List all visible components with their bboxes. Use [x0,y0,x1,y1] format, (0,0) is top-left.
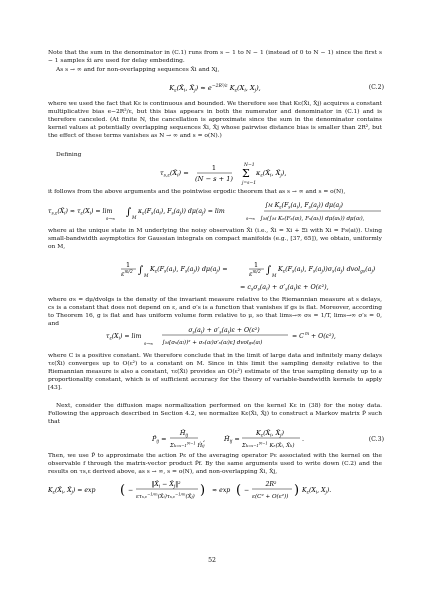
equation-tau-constant-formula [48,324,382,350]
paragraph-unique-state: where ai the unique state in M underlying the noisy observation X̂i (i.e., X̂i = Xi + Ξi with Xi = Fs(ai)). Using small-bandwidth asymptotics for Gaussian integrals on compact manifolds (e.g., [37, 65]), we obtain, uniformly on M, [48,228,382,250]
svg-text:−: − [244,487,250,494]
equation-tau-definition-formula [48,160,382,186]
svg-text:m: m [305,332,310,337]
svg-text:1: 1 [126,261,131,269]
svg-text:N−1: N−1 [244,163,255,168]
paragraph-markov-approx: Then, we use P̂ to approximate the action Pε of the averaging operator Pε associated with the kernel on the observable f through the matrix-vector product P̂f. By the same arguments used to write down (C.2) and the results on τs,ε derived above, as s → ∞, s = o(N), and non-overlapping X̂i, X̂j, [48,453,382,475]
svg-text:(N − s + 1): (N − s + 1) [195,175,233,183]
equation-c3-formula [48,427,382,451]
svg-text:1: 1 [254,261,259,269]
svg-text:(: ( [236,483,242,498]
svg-text:M: M [144,274,149,279]
svg-text:∫: ∫ [266,265,272,276]
svg-text:Kε(Fs(ai), Fs(aj)) dμ(aj) =: $K_\varepsilon(F_s(a_i)$, $F_s(a_j)$) $d\mu(a_j)$ = [150,265,228,275]
svg-text:Σ: Σ [242,167,250,180]
svg-text:Kε(X̂i, X̂j) = exp: $K_\varepsilon(X̂_i$, $X̂_j) = \exp$ [48,487,96,496]
paragraph-ergodic: it follows from the above arguments and the pointwise ergodic theorem that as s → ∞ and s = o(N), [48,189,346,195]
svg-text:τs,ε(X̂i) =: $\tau_{s,\varepsilon}(X̂_i)$ = [160,169,189,179]
svg-text:Σk=s−1N−1 Kε(X̂i, X̂k): $\Sigma k=s-1^{N-1}$ Kε(X̂i, X̂k) [242,440,295,449]
svg-text:∫: ∫ [138,265,144,276]
svg-text:‖X̂i − X̂j‖²: $‖X̂_i$ − $X̂_j‖^2$ [151,481,181,490]
equation-gaussian-asymptotics [48,260,382,296]
svg-text:1: 1 [211,164,217,172]
svg-text:Ĥij =: $Ĥ_{ij}$ = [224,435,240,445]
svg-text:∫M(∫M Kε(Fs(al), Fs(ak)) dμ(ak: ∫M(∫M Kε(Fs(al), Fs(ak)) dμ(ak)) dμ(al), [260,216,365,222]
equation-tau-constant [48,324,382,352]
svg-text:−: − [128,487,134,494]
equation-tau-limit-formula [48,198,382,226]
svg-text:σs(ai) + σ′s(ai)ε + O(ε²): $\sigma_s(a_i) + \sigma'_s(a_i)\varepsilon + O(\varepsilon^2)$ [188,327,260,336]
svg-text:s→∞: s→∞ [144,342,154,347]
svg-text:M: M [132,216,137,221]
equation-c2 [48,81,382,97]
paragraph-limit-intro: As s → ∞ and for non-overlapping sequences X̂i and Xj, [56,67,220,73]
paragraph-bias: where we used the fact that Kε is continuous and bounded. We therefore see that Kε(X̂i, X̂j) acquires a constant multiplicative bias e−2R²/ε, but this bias appears in both the numerator and denominator in (C.1) and is therefore canceled. (At finite N, the cancellation is approximate since the sum in the denominator contains kernel values at potentially overlapping sequences X̂i, X̂j whose pairwise distance bias is smaller than 2R², but the effect of these terms vanishes as N → ∞ and s = o(N).) [48,101,382,139]
svg-text:s→∞: s→∞ [106,217,116,222]
svg-text:ετs,ε−1/m(X̂i)τs,ε−1/m(X̂j): $\varepsilon\tau s,\varepsilon^{-1/m}(X̂i)\tau s,\varepsilon^{-1/m}(X̂j)$ [136,491,195,500]
equation-c3-label: (C.3) [368,436,384,443]
svg-text:,: , [203,435,206,443]
paragraph-defining: Defining [56,152,82,158]
paragraph-density: where σs = dμ/dvolgs is the density of the invariant measure relative to the Riemannian measure at s delays, cs is a constant that does not depend on ε, and σ′s is a function that vanishes if gs is flat. Moreover, according to Theorem 16, g is flat and has uniform volume form relative to μ, so that lims→∞ σs = 1/T, lims→∞ σ′s = 0, and [48,297,382,327]
equation-tau-definition [48,160,382,188]
svg-text:= csσs(ai) + σ′s(ai)ε + O(ε²),: = $c_s\sigma_s(a_i) + \sigma'_s(a_i)\varepsilon + O(\varepsilon^2)$, [240,283,329,293]
paragraph-diffusion-maps: Next, consider the diffusion maps normalization performed on the kernel Kε in (38) for the noisy data. Following the approach described in Section 4.2, we normalize Kε(X̂i, X̂j) to construct a Markov matrix P̂ such that [48,403,382,425]
page-number: 52 [208,557,216,564]
equation-c3 [48,427,382,453]
svg-text:+ O(ε²),: + O(ε²), [311,333,336,340]
svg-text:Kε(X̂i, X̂j): $K_\varepsilon(X̂_i$, $X̂_j$) [256,429,284,439]
svg-text:= C: = C [292,333,304,340]
equation-c2-label: (C.2) [368,84,384,91]
svg-text:∫M Kε(Fs(ai), Fs(aj)) dμ(aj): ∫M $K_\varepsilon(F_s(a_i)$, $F_s(a_j)$) $d\mu(a_j)$ [265,202,343,211]
svg-text:∫: ∫ [126,207,132,218]
svg-text:2R²: 2R² [265,481,277,488]
svg-text:κε(Fs(ai), Fs(aj)) dμ(aj) = li: $\kappa_\varepsilon(F_s(a_i)$, $F_s(a_j)$) $d\mu(a_j) = \lim$ [138,208,225,217]
svg-text:Kε(Xi, Xj).: $K_\varepsilon(X_i$, $X_j$). [302,487,332,496]
svg-text:κε(X̂i, X̂j),: $\kappa_\varepsilon(X̂_i$, $X̂_j$), [256,169,287,179]
equation-final-kernel-formula [48,476,382,506]
svg-text:j=s−1: j=s−1 [242,181,257,186]
svg-text:Σk=s−1N−1 Ĥij: $\Sigma k=s-1^{N-1}$ Ĥij [170,440,205,449]
svg-text:.: . [302,435,305,443]
svg-text:εm/2: $\varepsilon^{m/2}$ [249,270,261,278]
svg-text:): ) [294,483,300,498]
svg-text:(: ( [120,483,126,498]
svg-text:): ) [200,483,206,498]
svg-text:Ĥij: $Ĥ_{ij}$ [179,429,189,439]
svg-text:≈ exp: ≈ exp [212,487,231,494]
svg-text:τs,ε(X̂i) ≈ τε(Xi) = lim: $\tau_{s,\varepsilon}(X̂_i) \approx \tau_\varepsilon(X_i) = \lim$ [48,208,113,217]
svg-text:P̂ij =: $P̂_{ij}$ = [152,435,167,445]
svg-text:∫M[σs(al))² + σs(al)σ′s(al)ε]: ∫M[σs(al))² + σs(al)σ′s(al)ε] dvolgs(al) [162,340,263,346]
equation-gaussian-asymptotics-formula [48,260,382,294]
paragraph-sum-note: Note that the sum in the denominator in (C.1) runs from s − 1 to N − 1 (instead of 0 to N − 1) since the first s − 1 samples x̂i are used for delay embedding. [48,50,382,64]
svg-text:Kε(X̂i, X̂j) ≈ e−2R²/ε Kε(Xi: $K_\varepsilon(X̂_i$, $X̂_j) \approx e^{-2R^2/\varepsilon}$ $K_\varepsilon(X_i$, $X_j$), [169,84,261,94]
svg-text:τε(Xi) = lim: $\tau_\varepsilon(X_i) = \lim$ [106,333,142,342]
paragraph-conclusion: where C is a positive constant. We therefore conclude that in the limit of large data and infinitely many delays τε(X̂i) converges up to O(ε²) to a constant on M. Since in this limit the sampling density relative to the Riemannian measure is also a constant, τε(X̂i) provides an O(ε²) estimate of the true sampling density up to a proportionality constant, which is of sufficient accuracy for the theory of variable-bandwidth kernels to apply [43]. [48,353,382,391]
svg-text:Kε(Fs(ai), Fs(aj))σs(aj) dvolg: $K_\varepsilon(F_s(a_i)$, $F_s(a_j))\sigma_s(a_j)$ $dvol_{gs}(a_j)$ [278,265,376,275]
equation-tau-limit [48,198,382,228]
svg-text:M: M [272,274,277,279]
equation-c2-formula [48,81,382,95]
svg-text:εm/2: $\varepsilon^{m/2}$ [121,270,133,278]
svg-text:s→∞: s→∞ [246,217,256,222]
equation-final-kernel [48,476,382,508]
svg-text:ε(C² + O(ε²)): ε(C² + O(ε²)) [252,494,289,500]
